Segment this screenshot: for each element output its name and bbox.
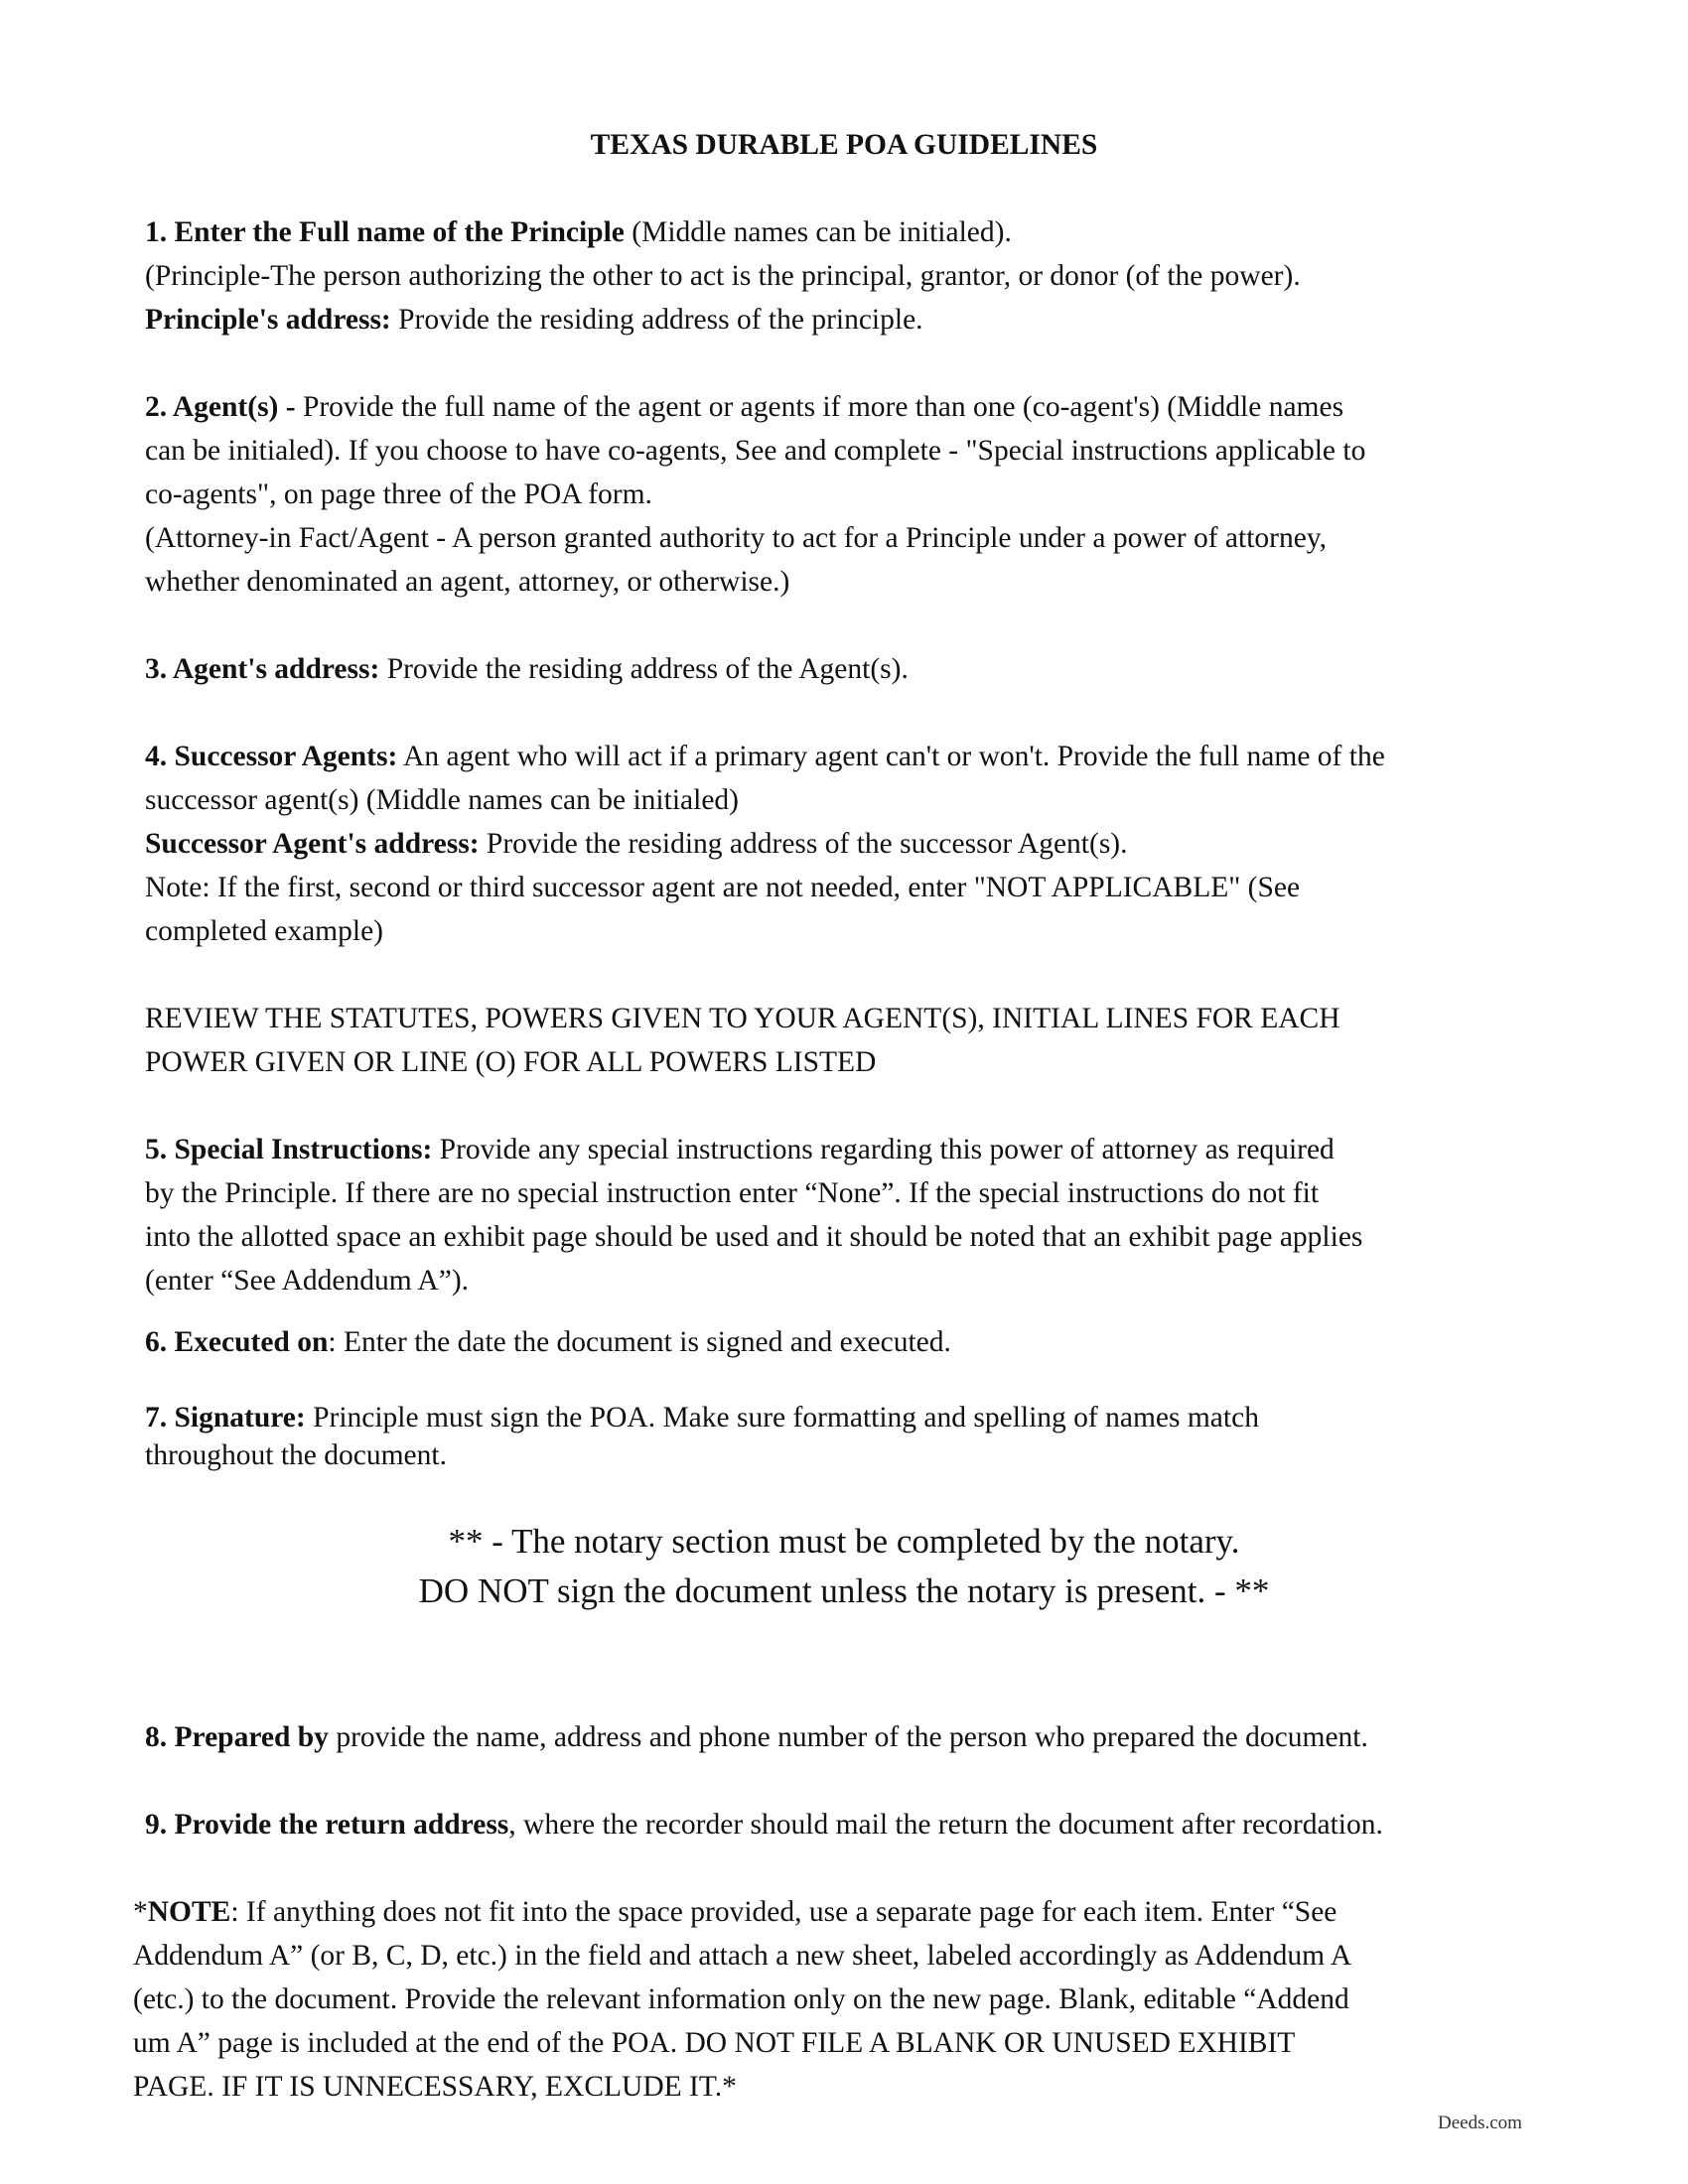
section-6-line-1: 6. Executed on: Enter the date the document is signed and executed. xyxy=(145,1326,951,1358)
section-1-line-1 xyxy=(145,210,1012,254)
page-title: TEXAS DURABLE POA GUIDELINES xyxy=(590,129,1098,161)
note-line-4: um A” page is included at the end of the POA. DO NOT FILE A BLANK OR UNUSED EXHIBIT xyxy=(133,2027,1296,2059)
section-4-line-5: completed example) xyxy=(145,915,383,947)
section-1-heading: 1. Enter the Full name of the Principle xyxy=(145,216,625,248)
note-line-3: (etc.) to the document. Provide the relevant information only on the new page. Blank, editable “Addend xyxy=(133,1983,1349,2015)
section-5-line-2: by the Principle. If there are no special instruction enter “None”. If the special instructions do not fit xyxy=(145,1177,1320,1209)
section-2-line-4: (Attorney-in Fact/Agent - A person granted authority to act for a Principle under a power of attorney, xyxy=(145,522,1328,554)
section-2-line-2: can be initialed). If you choose to have co-agents, See and complete - "Special instructions applicable to xyxy=(145,435,1366,467)
section-7-line-2: throughout the document. xyxy=(145,1439,447,1471)
section-2-heading: 2. Agent(s) - xyxy=(145,391,296,423)
footer-brand: Deeds.com xyxy=(1438,2113,1522,2133)
principle-address-label: Principle's address: xyxy=(145,304,391,336)
section-8-line-1: 8. Prepared by provide the name, address and phone number of the person who prepared the document. xyxy=(145,1721,1368,1753)
successor-address-label: Successor Agent's address: xyxy=(145,828,480,860)
section-3-line-1: 3. Agent's address: Provide the residing address of the Agent(s). xyxy=(145,653,909,685)
note-line-5: PAGE. IF IT IS UNNECESSARY, EXCLUDE IT.* xyxy=(133,2071,737,2103)
section-5-line-3: into the allotted space an exhibit page should be used and it should be noted that an exhibit page applies xyxy=(145,1221,1363,1253)
section-5-line-1: 5. Special Instructions: Provide any special instructions regarding this power of attorney as required xyxy=(145,1134,1335,1165)
section-7-heading: 7. Signature: xyxy=(145,1402,306,1433)
section-5-line-4: (enter “See Addendum A”). xyxy=(145,1265,470,1297)
section-9-heading: 9. Provide the return address xyxy=(145,1809,509,1841)
section-1-text: (Middle names can be initialed). xyxy=(624,216,1012,248)
section-1-line-2: (Principle-The person authorizing the other to act is the principal, grantor, or donor (of the power). xyxy=(145,260,1301,292)
review-line-2: POWER GIVEN OR LINE (O) FOR ALL POWERS LISTED xyxy=(145,1046,877,1078)
section-1-line-3: Principle's address: Provide the residing address of the principle. xyxy=(145,304,923,336)
notary-notice-line-1: ** - The notary section must be completed by the notary. xyxy=(448,1522,1240,1561)
note-line-1: *NOTE: If anything does not fit into the space provided, use a separate page for each item. Enter “See xyxy=(133,1896,1337,1928)
section-3-heading: 3. Agent's address: xyxy=(145,653,380,685)
section-2-line-5: whether denominated an agent, attorney, or otherwise.) xyxy=(145,566,790,598)
section-7-line-1: 7. Signature: Principle must sign the POA. Make sure formatting and spelling of names match xyxy=(145,1402,1259,1433)
section-4-line-2: successor agent(s) (Middle names can be initialed) xyxy=(145,784,739,816)
note-heading: NOTE xyxy=(147,1896,231,1928)
notary-notice-line-2: DO NOT sign the document unless the notary is present. - ** xyxy=(418,1571,1270,1610)
section-5-heading: 5. Special Instructions: xyxy=(145,1134,433,1165)
section-2-line-3: co-agents", on page three of the POA form. xyxy=(145,478,652,510)
section-4-line-3: Successor Agent's address: Provide the residing address of the successor Agent(s). xyxy=(145,828,1128,860)
review-line-1: REVIEW THE STATUTES, POWERS GIVEN TO YOUR AGENT(S), INITIAL LINES FOR EACH xyxy=(145,1003,1340,1034)
section-2-line-1: 2. Agent(s) - Provide the full name of the agent or agents if more than one (co-agent's) (Middle names xyxy=(145,391,1344,423)
section-4-line-4: Note: If the first, second or third successor agent are not needed, enter "NOT APPLICABLE" (See xyxy=(145,872,1301,903)
note-line-2: Addendum A” (or B, C, D, etc.) in the field and attach a new sheet, labeled accordingly as Addendum A xyxy=(133,1940,1352,1972)
section-6-heading: 6. Executed on xyxy=(145,1326,329,1358)
section-4-line-1: 4. Successor Agents: An agent who will act if a primary agent can't or won't. Provide the full name of the xyxy=(145,741,1385,772)
section-9-line-1: 9. Provide the return address, where the recorder should mail the return the document after recordation. xyxy=(145,1809,1383,1841)
section-4-heading: 4. Successor Agents: xyxy=(145,741,398,772)
section-8-heading: 8. Prepared by xyxy=(145,1721,329,1753)
